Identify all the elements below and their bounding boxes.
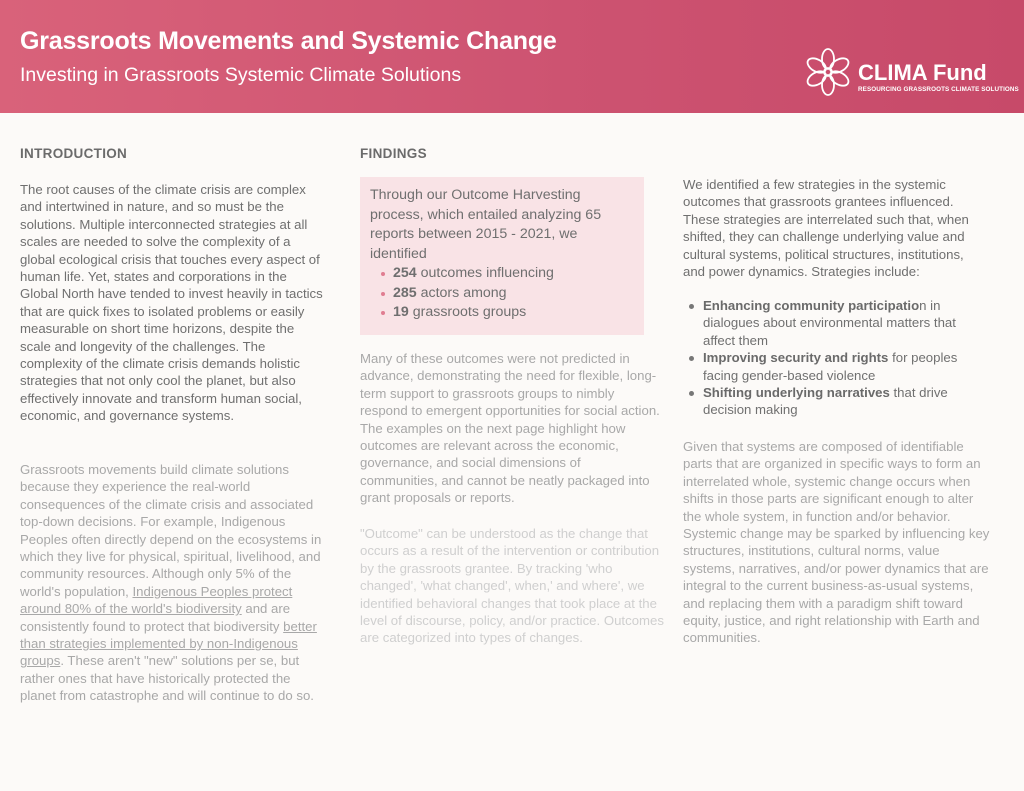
page-header [0,0,1024,113]
introduction-heading: INTRODUCTION [20,146,128,161]
grassroots-text-2: and are consistently found to protect that biodiversity [20,601,291,634]
strategy-title: Shifting underlying narratives [703,385,890,401]
strategy-item [683,349,983,384]
stat-groups-number: 19 [393,304,409,320]
strategy-desc: for peoples facing gender-based violence [703,350,958,383]
page-subtitle: Investing in Grassroots Systemic Climate Solutions [20,64,462,86]
logo-name: CLIMA Fund [858,60,987,85]
stat-actors [370,284,634,304]
clima-fund-logo [804,48,1019,98]
strategy-title: Enhancing community participatio [703,298,920,313]
better-strategies-link[interactable]: better than strategies implemented by non-Indigenous groups [20,618,317,669]
flower-icon [804,48,852,96]
grassroots-text-1: Grassroots movements build climate solutions because they experience the real-world consequences of the climate crisis and associated top-down decisions. For example, Indigenous Peoples often directly depend on the ecosystems in which they live for physical, spiritual, livelihood, and community resources. Although only 5% of the world's population, [20,462,322,599]
strategies-list [683,297,983,419]
strategy-desc: that drive decision making [703,385,948,418]
grassroots-text-3: . These aren't "new" solutions per se, but rather ones that have historically protected the planet from catastrophe and will continue to do so. [20,653,314,704]
page-title: Grassroots Movements and Systemic Change [20,27,557,55]
stat-actors-number: 285 [393,284,417,301]
stat-groups [370,303,634,323]
stat-actors-label: actors among [416,284,507,301]
outcomes-paragraph: Many of these outcomes were not predicted in advance, demonstrating the need for flexible, long-term support to grassroots groups to nimbly respond to emergent opportunities for social action. The examples on the next page highlight how outcomes are relevant across the economic, governance, and social dimensions of communities, and cannot be neatly packaged into grant proposals or reports. [360,351,660,506]
stat-outcomes-label: outcomes influencing [416,265,554,281]
findings-box-intro: Through our Outcome Harvesting process, which entailed analyzing 65 reports between 2015 - 2021, we identified [370,187,602,262]
grassroots-paragraph [20,461,324,705]
outcome-definition-paragraph: "Outcome" can be understood as the change that occurs as a result of the intervention or contribution by the grassroots grantee. By tracking 'who changed', 'what changed', when,' and where', we identified behavioral changes that took place at the level of discourse, policy, and/or practice. Outcomes are categorized into types of changes. [360,526,664,646]
systemic-change-paragraph: Given that systems are composed of identifiable parts that are organized in specific ways to form an interrelated whole, systemic change occurs when shifts in those parts are significant enough to alter the whole system, in function and/or behavior. Systemic change may be sparked by influencing key structures, institutions, cultural norms, value systems, narratives, and/or power dynamics that are integral to the current business-as-usual systems, and replacing them with a paradigm shift toward equity, justice, and right relationship with Earth and communities. [683,439,990,646]
strategy-item [683,297,983,349]
findings-highlight-box [360,177,644,335]
findings-stats-list [370,264,634,323]
stat-outcomes [370,264,634,284]
stat-groups-label: grassroots groups [408,304,527,320]
stat-outcomes-number: 254 [393,265,417,281]
introduction-paragraph: The root causes of the climate crisis are complex and intertwined in nature, and so must be the solutions. Multiple interconnected strategies at all scales are needed to solve the complexity of a global ecological crisis that touches every aspect of human life. Yet, states and corporations in the Global North have tended to invest heavily in tactics that are quick fixes to isolated problems or easily measurable on short time horizons, despite the scale and longevity of the challenges. The complexity of the climate crisis demands holistic strategies that not only cool the planet, but also effectively innovate and transform human social, economic, and governance systems. [20,182,323,424]
logo-tagline: RESOURCING GRASSROOTS CLIMATE SOLUTIONS [858,86,1019,93]
indigenous-biodiversity-link[interactable]: Indigenous Peoples protect around 80% of the world's biodiversity [20,583,293,617]
strategy-item [683,384,983,419]
strategy-desc: n in dialogues about environmental matters that affect them [703,298,956,348]
findings-heading: FINDINGS [360,146,427,161]
strategies-intro: We identified a few strategies in the systemic outcomes that grassroots grantees influenced. These strategies are interrelated such that, when shifted, they can challenge underlying value and cultural systems, political structures, institutions, and power dynamics. Strategies include: [683,177,969,280]
strategy-title: Improving security and rights [703,350,889,366]
